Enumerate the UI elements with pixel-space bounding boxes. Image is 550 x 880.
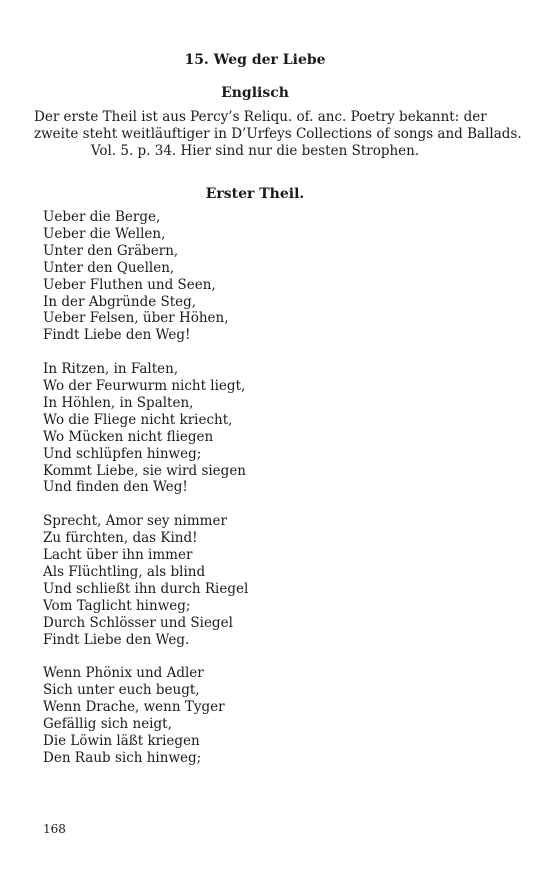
stanza-4 bbox=[43, 665, 483, 766]
verse-line: In Höhlen, in Spalten, bbox=[43, 394, 194, 411]
verse-line: In der Abgründe Steg, bbox=[43, 293, 197, 310]
verse-line: Unter den Quellen, bbox=[43, 259, 175, 276]
intro-line: zweite steht weitläuftiger in D’Urfeys Collections of songs and Ballads. bbox=[34, 126, 522, 142]
page-number: 168 bbox=[43, 822, 66, 836]
verse-line: Wenn Drache, wenn Tyger bbox=[43, 699, 225, 716]
verse-line: Zu fürchten, das Kind! bbox=[43, 530, 198, 547]
verse-line: Kommt Liebe, sie wird siegen bbox=[43, 462, 247, 479]
verse-line: Sprecht, Amor sey nimmer bbox=[43, 513, 227, 530]
verse-line: Findt Liebe den Weg. bbox=[43, 631, 190, 648]
verse-line: Sich unter euch beugt, bbox=[43, 682, 200, 699]
verse-line: Und schlüpfen hinweg; bbox=[43, 445, 202, 462]
intro-note bbox=[34, 109, 522, 160]
verse-line: Und schließt ihn durch Riegel bbox=[43, 580, 249, 597]
verse-line: Durch Schlösser und Siegel bbox=[43, 614, 233, 631]
verse-line: Vom Taglicht hinweg; bbox=[43, 597, 191, 614]
verse-line: Und finden den Weg! bbox=[43, 479, 188, 496]
verse-line: Gefällig sich neigt, bbox=[43, 716, 172, 733]
poem-body bbox=[43, 209, 483, 784]
verse-line: Wo die Fliege nicht kriecht, bbox=[43, 411, 233, 428]
verse-line: Ueber Fluthen und Seen, bbox=[43, 276, 216, 293]
poem-origin: Englisch bbox=[221, 85, 289, 101]
verse-line: Den Raub sich hinweg; bbox=[43, 749, 202, 766]
stanza-2 bbox=[43, 361, 483, 496]
verse-line: Als Flüchtling, als blind bbox=[43, 564, 206, 580]
verse-line: Ueber die Wellen, bbox=[43, 225, 166, 242]
poem-title: 15. Weg der Liebe bbox=[184, 52, 326, 68]
intro-line: Der erste Theil ist aus Percy’s Reliqu. of. anc. Poetry bekannt: der bbox=[34, 109, 487, 125]
stanza-3 bbox=[43, 513, 483, 648]
verse-line: Wo der Feurwurm nicht liegt, bbox=[43, 378, 246, 395]
verse-line: Die Löwin läßt kriegen bbox=[43, 733, 200, 750]
stanza-1 bbox=[43, 209, 483, 344]
verse-line: Unter den Gräbern, bbox=[43, 242, 179, 259]
verse-line: Findt Liebe den Weg! bbox=[43, 327, 191, 344]
verse-line: In Ritzen, in Falten, bbox=[43, 361, 179, 378]
intro-line: Vol. 5. p. 34. Hier sind nur die besten Strophen. bbox=[90, 143, 420, 159]
part-heading: Erster Theil. bbox=[205, 186, 305, 202]
verse-line: Wo Mücken nicht fliegen bbox=[43, 428, 214, 445]
verse-line: Lacht über ihn immer bbox=[43, 547, 193, 564]
verse-line: Ueber Felsen, über Höhen, bbox=[43, 310, 229, 327]
verse-line: Wenn Phönix und Adler bbox=[43, 665, 204, 682]
verse-line: Ueber die Berge, bbox=[43, 209, 161, 225]
